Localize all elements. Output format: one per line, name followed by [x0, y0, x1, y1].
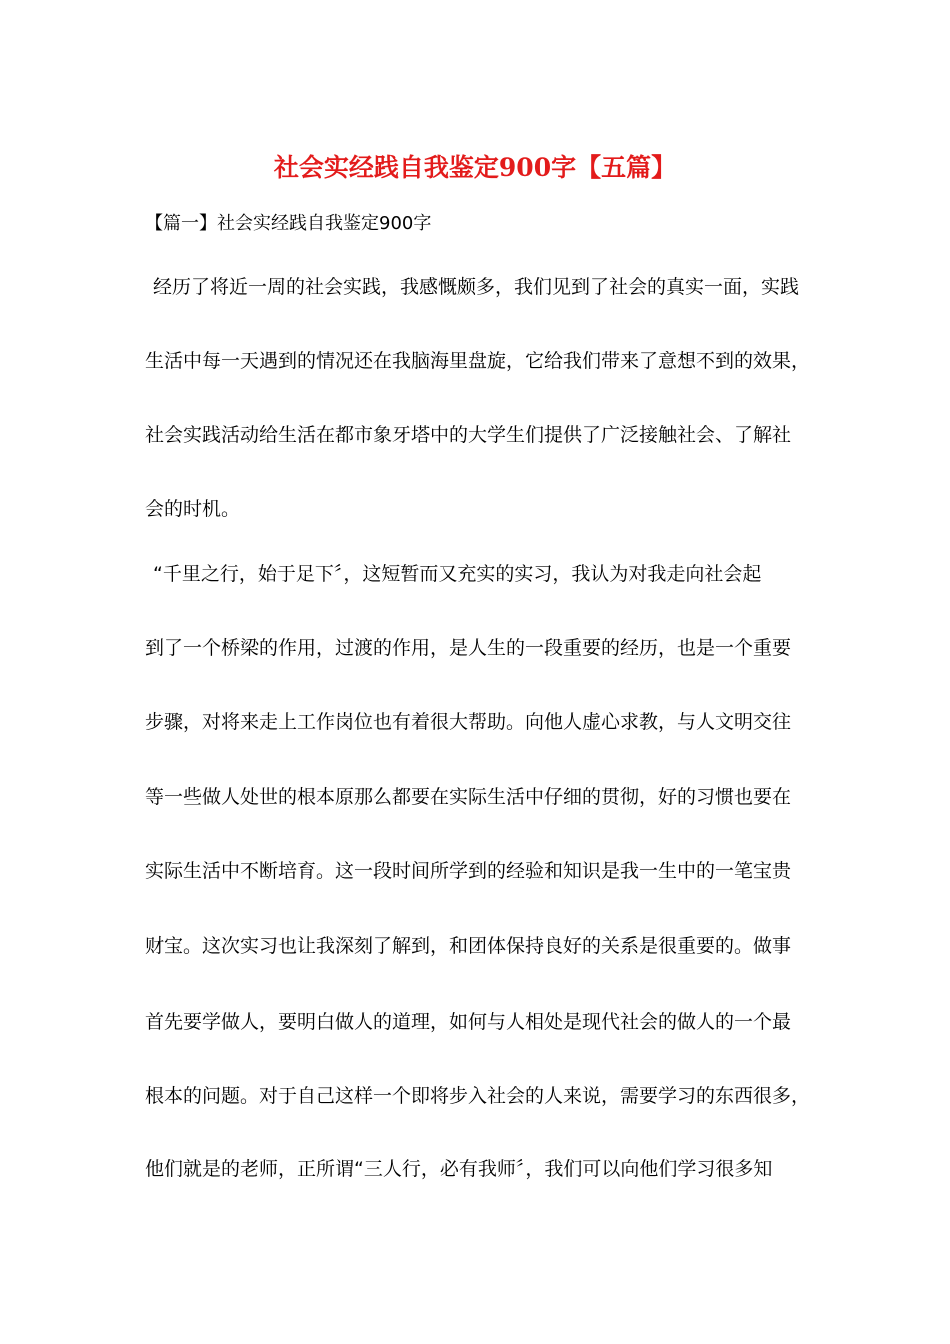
paragraph-line: 经历了将近一周的社会实践，我感慨颇多，我们见到了社会的真实一面，实践 [153, 276, 800, 298]
section-heading: 【篇一】社会实经践自我鉴定900字 [145, 213, 432, 234]
paragraph-line: “千里之行，始于足下〞，这短暂而又充实的实习，我认为对我走向社会起 [153, 563, 762, 585]
paragraph-line: 等一些做人处世的根本原那么都要在实际生活中仔细的贯彻，好的习惯也要在 [145, 786, 792, 808]
document-title: 社会实经践自我鉴定900字【五篇】 [273, 153, 677, 182]
paragraph-line: 他们就是的老师，正所谓“三人行，必有我师〞，我们可以向他们学习很多知 [145, 1158, 773, 1180]
paragraph-line: 实际生活中不断培育。这一段时间所学到的经验和知识是我一生中的一笔宝贵 [145, 860, 792, 882]
paragraph-line: 会的时机。 [145, 498, 241, 520]
paragraph-line: 生活中每一天遇到的情况还在我脑海里盘旋，它给我们带来了意想不到的效果， [145, 350, 811, 372]
paragraph-line: 社会实践活动给生活在都市象牙塔中的大学生们提供了广泛接触社会、了解社 [145, 424, 792, 446]
paragraph-line: 根本的问题。对于自己这样一个即将步入社会的人来说，需要学习的东西很多， [145, 1085, 811, 1107]
paragraph-line: 财宝。这次实习也让我深刻了解到，和团体保持良好的关系是很重要的。做事 [145, 935, 792, 957]
paragraph-line: 步骤，对将来走上工作岗位也有着很大帮助。向他人虚心求教，与人文明交往 [145, 711, 792, 733]
paragraph-line: 首先要学做人，要明白做人的道理，如何与人相处是现代社会的做人的一个最 [145, 1011, 792, 1033]
paragraph-line: 到了一个桥梁的作用，过渡的作用，是人生的一段重要的经历，也是一个重要 [145, 637, 792, 659]
